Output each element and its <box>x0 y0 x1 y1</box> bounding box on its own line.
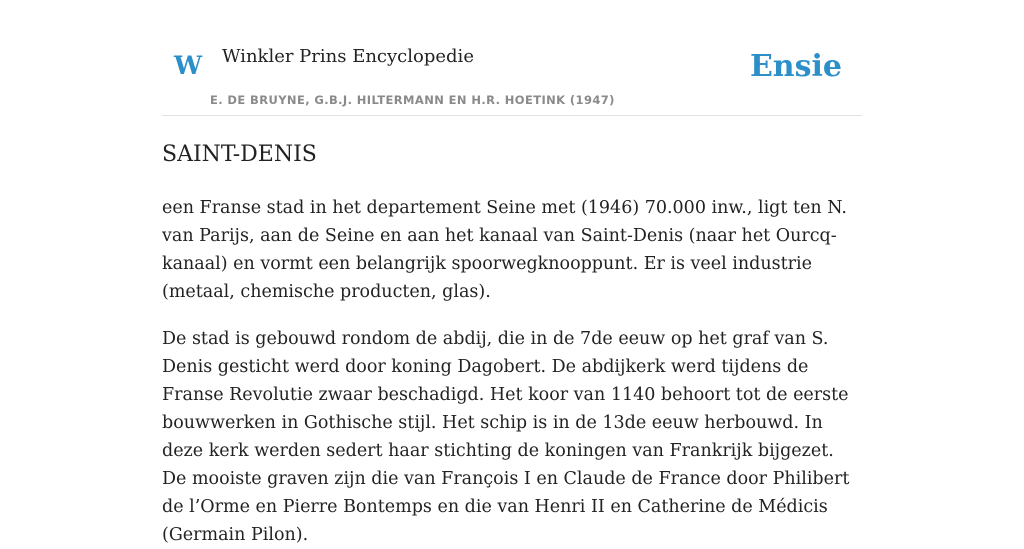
article-paragraph: De stad is gebouwd rondom de abdij, die in de 7de eeuw op het graf van S. Denis gesticht werd door koning Dagobert. De abdijkerk werd tijdens de Franse Revolutie zwaar beschadigd. Het koor van 1140 behoort tot de eerste bouwwerken in Gothische stijl. Het schip is in de 13de eeuw herbouwd. In deze kerk werden sedert haar stichting de koningen van Frankrijk bijgezet. De mooiste graven zijn die van François I en Claude de France door Philibert de l’Orme en Pierre Bontemps en die van Henri II en Catherine de Médicis (Germain Pilon). <box>162 329 850 545</box>
article-paragraph: een Franse stad in het departement Seine met (1946) 70.000 inw., ligt ten N. van Parijs, aan de Seine en aan het kanaal van Saint-Denis (naar het Ourcq-kanaal) en vormt een belangrijk spoorwegknooppunt. Er is veel industrie (metaal, chemische producten, glas). <box>162 198 847 302</box>
source-title[interactable]: Winkler Prins Encyclopedie <box>222 46 474 67</box>
ensie-logo[interactable]: Ensie <box>749 49 842 84</box>
article-title: SAINT-DENIS <box>162 142 317 167</box>
source-authors: E. DE BRUYNE, G.B.J. HILTERMANN EN H.R. HOETINK (1947) <box>210 93 615 107</box>
winkler-prins-logo[interactable]: W <box>174 51 203 80</box>
page <box>162 0 862 549</box>
source-header <box>162 0 862 116</box>
